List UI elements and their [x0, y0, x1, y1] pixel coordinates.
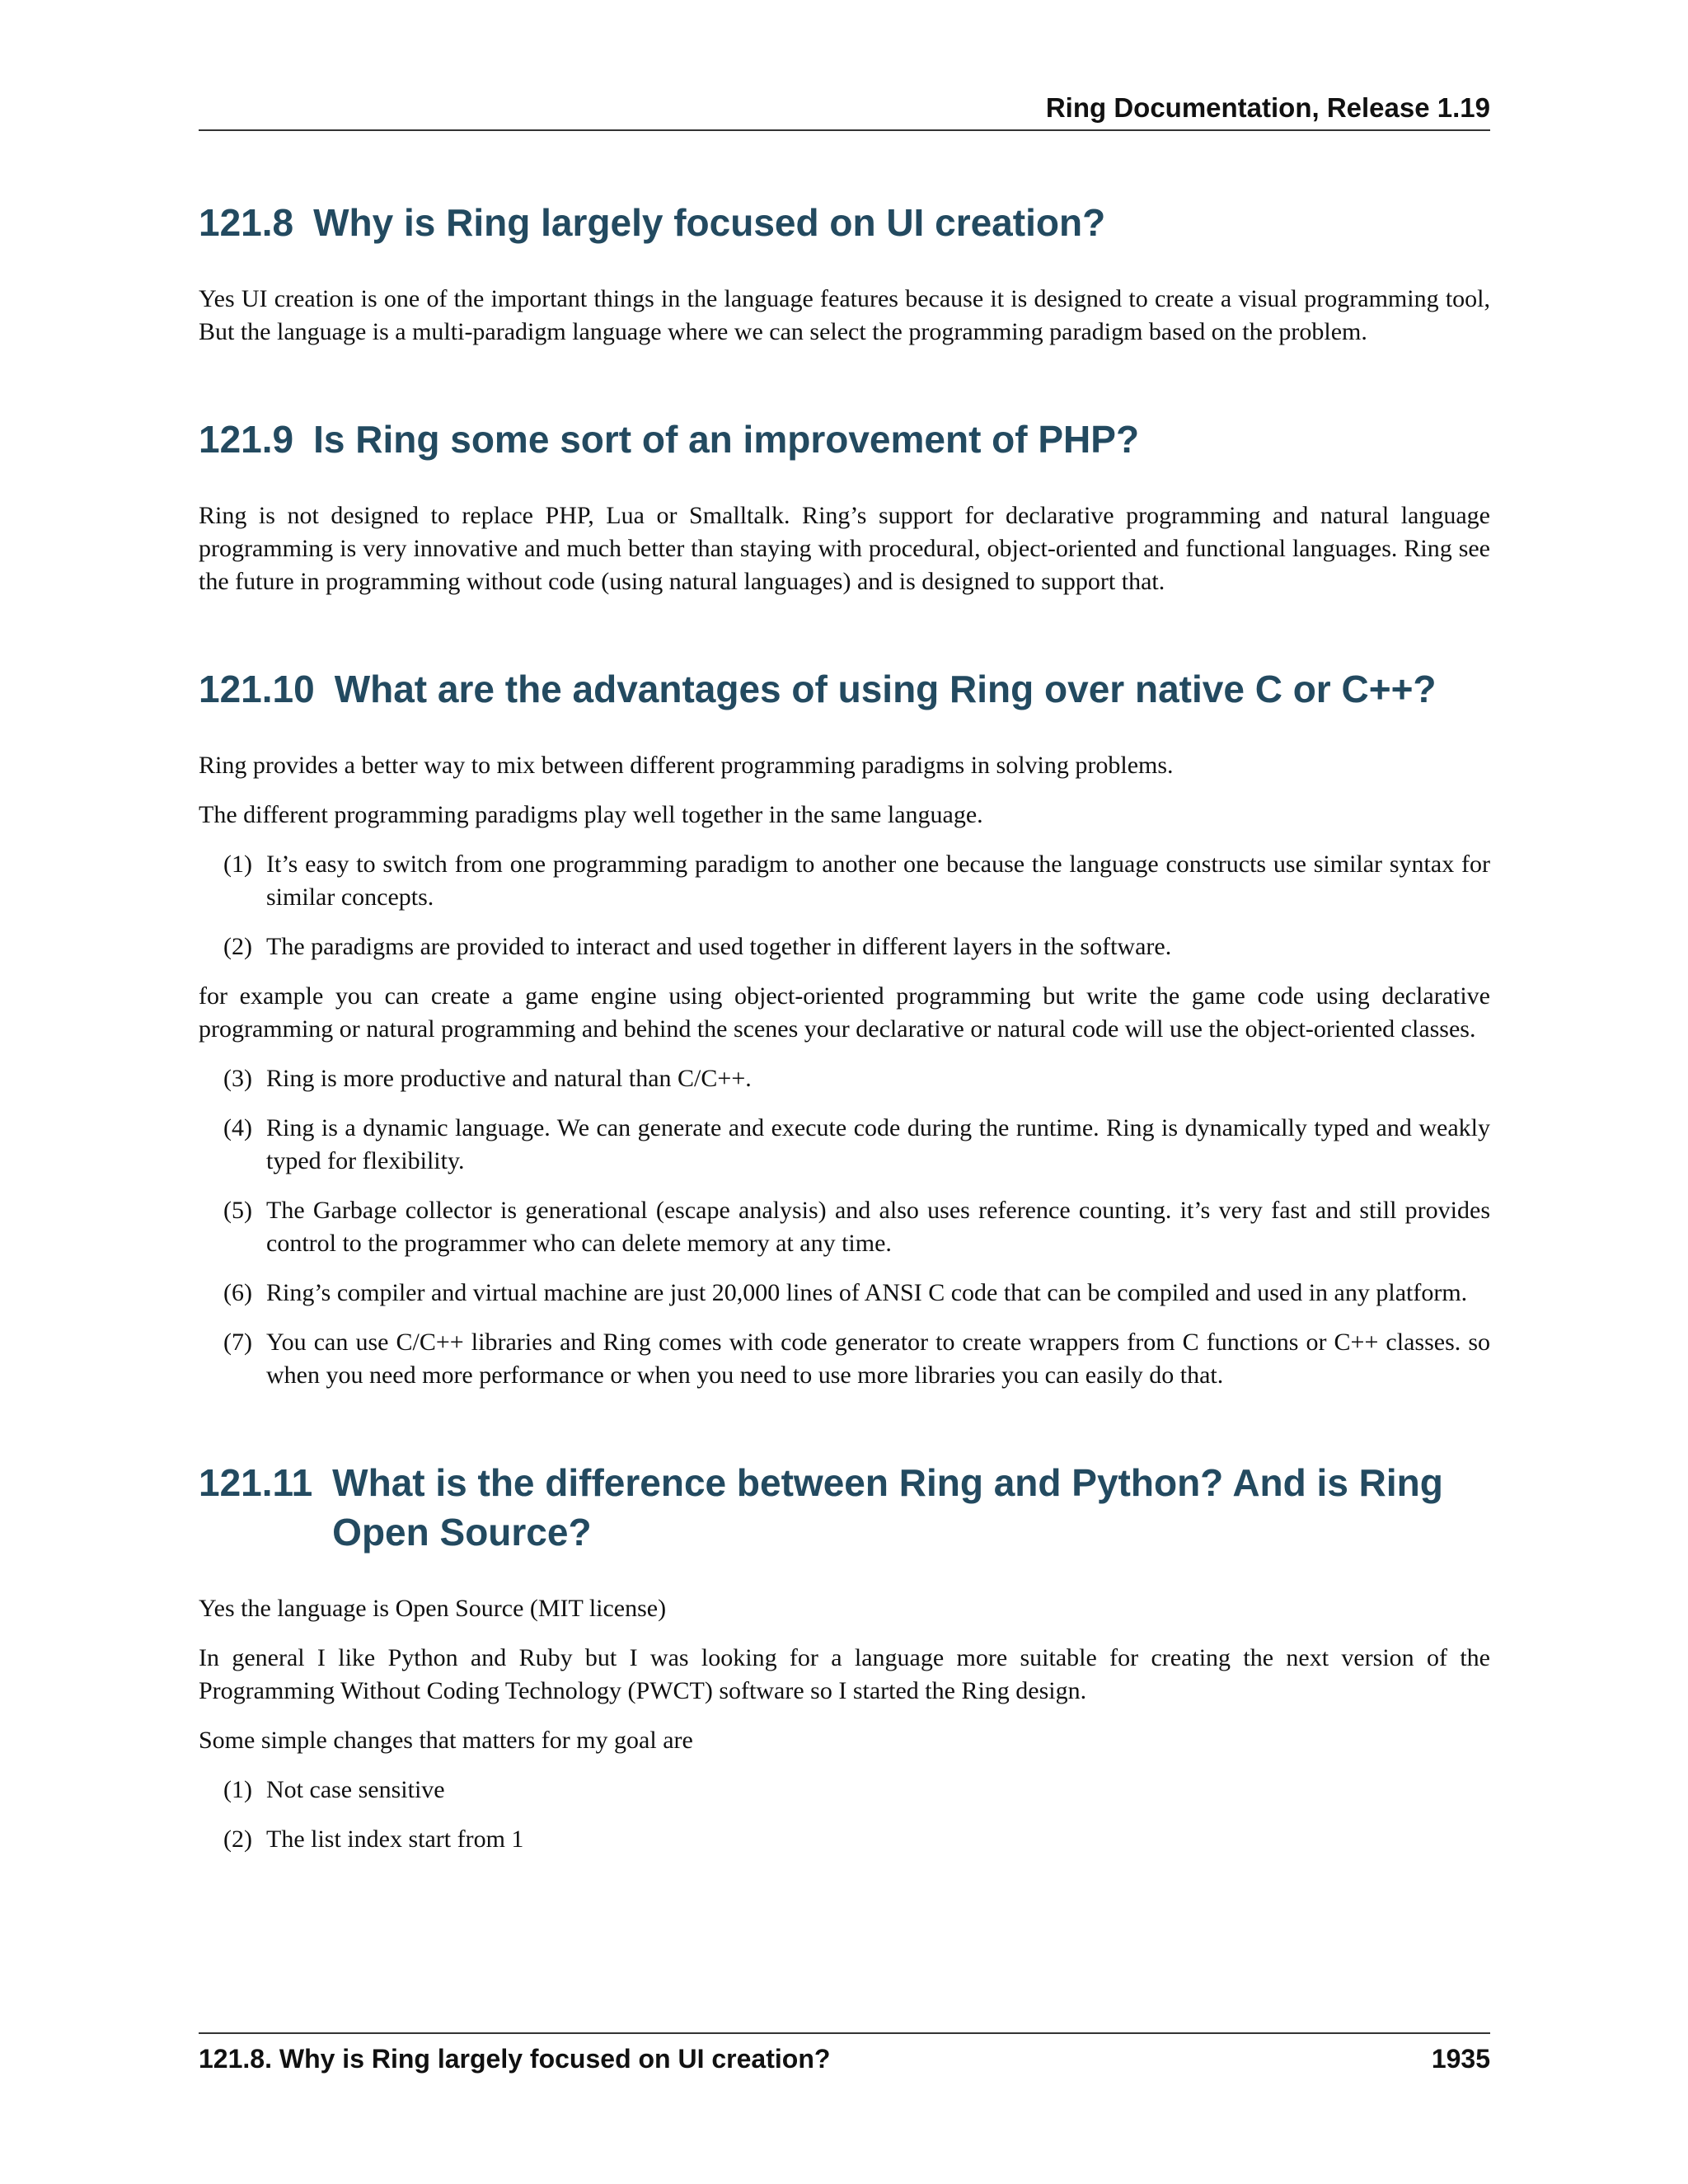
list-item-label: (6) — [223, 1279, 252, 1306]
list-item-text: You can use C/C++ libraries and Ring comes with code generator to create wrappers from C functions or C++ classes. so when you need more performance or when you need to use more libraries you can easily do that. — [266, 1329, 1490, 1389]
list-item-text: Ring is a dynamic language. We can generate and execute code during the runtime. Ring is dynamically typed and weakly typed for flexibility. — [266, 1114, 1490, 1174]
section-heading — [199, 1458, 1490, 1557]
list-item-label: (1) — [223, 851, 252, 878]
list-item-label: (2) — [223, 1825, 252, 1853]
footer-section-title: 121.8. Why is Ring largely focused on UI creation? — [199, 2044, 831, 2074]
list-item-label: (2) — [223, 933, 252, 960]
paragraph: The different programming paradigms play well together in the same language. — [199, 801, 983, 828]
enumerated-list — [199, 848, 1490, 963]
list-item-text: The list index start from 1 — [266, 1825, 524, 1853]
list-item-text: Ring is more productive and natural than C/C++. — [266, 1065, 752, 1092]
list-item-text: It’s easy to switch from one programming paradigm to another one because the language constructs use similar syntax for similar concepts. — [266, 851, 1490, 911]
paragraph: Yes UI creation is one of the important things in the language features because it is designed to create a visual programming tool, But the language is a multi-paradigm language where we can select the programming paradigm based on the problem. — [199, 285, 1490, 345]
list-item-label: (1) — [223, 1776, 252, 1803]
section-title: What are the advantages of using Ring over native C or C++? — [334, 668, 1437, 710]
page-number: 1935 — [1431, 2044, 1490, 2074]
section-title: Why is Ring largely focused on UI creation? — [313, 201, 1106, 244]
list-item — [199, 1823, 1490, 1856]
running-header: Ring Documentation, Release 1.19 — [1045, 92, 1490, 123]
list-item-text: The Garbage collector is generational (escape analysis) and also uses reference counting. it’s very fast and still provides control to the programmer who can delete memory at any time. — [266, 1197, 1490, 1257]
paragraph: Some simple changes that matters for my goal are — [199, 1727, 693, 1754]
header-rule — [199, 129, 1490, 131]
list-item-label: (3) — [223, 1065, 252, 1092]
section-number: 121.9 — [199, 418, 294, 461]
list-item — [199, 1194, 1490, 1260]
section-title: Is Ring some sort of an improvement of PHP? — [313, 418, 1140, 461]
section-number: 121.11 — [199, 1461, 313, 1504]
list-item-label: (5) — [223, 1197, 252, 1224]
document-page — [199, 0, 1490, 2184]
section-number: 121.10 — [199, 668, 315, 710]
section-121-9 — [199, 415, 1490, 598]
list-item — [199, 1277, 1490, 1310]
list-item — [199, 848, 1490, 914]
paragraph: Ring is not designed to replace PHP, Lua or Smalltalk. Ring’s support for declarative programming and natural language programming is very innovative and much better than staying with procedural, object-oriented and functional languages. Ring see the future in programming without code (using natural languages) and is designed to support that. — [199, 502, 1490, 595]
list-item-label: (4) — [223, 1114, 252, 1141]
enumerated-list — [199, 1062, 1490, 1392]
list-item — [199, 1062, 1490, 1095]
paragraph: for example you can create a game engine using object-oriented programming but write the game code using declarative programming or natural programming and behind the scenes your declarative or natural code will use the object-oriented classes. — [199, 982, 1490, 1043]
list-item — [199, 1774, 1490, 1807]
section-121-11 — [199, 1458, 1490, 1856]
paragraph: Yes the language is Open Source (MIT license) — [199, 1595, 667, 1622]
footer-rule — [199, 2032, 1490, 2034]
list-item-text: The paradigms are provided to interact and used together in different layers in the software. — [266, 933, 1172, 960]
list-item-text: Ring’s compiler and virtual machine are just 20,000 lines of ANSI C code that can be compiled and used in any platform. — [266, 1279, 1468, 1306]
list-item — [199, 930, 1490, 963]
list-item — [199, 1112, 1490, 1178]
section-title: What is the difference between Ring and Python? And is Ring Open Source? — [332, 1461, 1443, 1554]
section-heading — [199, 415, 1490, 464]
list-item — [199, 1326, 1490, 1392]
section-heading — [199, 664, 1490, 714]
list-item-text: Not case sensitive — [266, 1776, 445, 1803]
section-121-10 — [199, 664, 1490, 1392]
section-heading — [199, 198, 1490, 247]
paragraph: Ring provides a better way to mix between different programming paradigms in solving problems. — [199, 752, 1174, 779]
enumerated-list — [199, 1774, 1490, 1856]
section-number: 121.8 — [199, 201, 294, 244]
page-content — [199, 198, 1490, 1872]
section-121-8 — [199, 198, 1490, 349]
list-item-label: (7) — [223, 1329, 252, 1356]
paragraph: In general I like Python and Ruby but I was looking for a language more suitable for creating the next version of the Programming Without Coding Technology (PWCT) software so I started the Ring design. — [199, 1644, 1490, 1704]
